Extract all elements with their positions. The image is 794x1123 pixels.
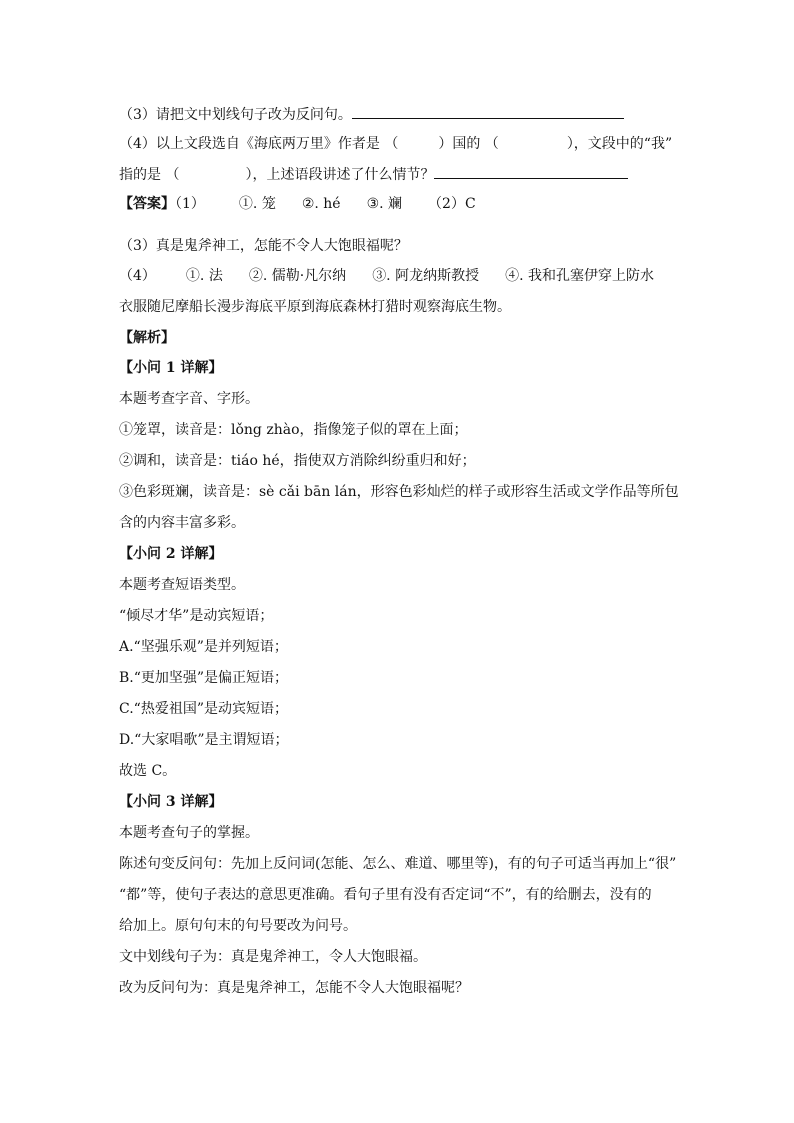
analysis-line: 故选 C。	[119, 763, 177, 779]
analysis-line: 本题考查句子的掌握。	[119, 825, 259, 841]
subquestion-2-heading: 【小问 2 详解】	[119, 546, 223, 562]
answer-blank	[434, 164, 628, 179]
answer-line-4: 衣服随尼摩船长漫步海底平原到海底森林打猎时观察海底生物。	[119, 299, 511, 315]
question-3-text: （3）请把文中划线句子改为反问句。	[119, 107, 352, 123]
analysis-line: “都”等，使句子表达的意思更准确。看句子里有没有否定词“不”，有的给删去，没有的	[119, 887, 652, 903]
answer-line-3	[119, 266, 654, 286]
analysis-line: ①笼罩，读音是：lǒng zhào，指像笼子似的罩在上面；	[119, 422, 468, 438]
analysis-line: 含的内容丰富多彩。	[119, 515, 245, 531]
analysis-line: ③色彩斑斓，读音是：sè cǎi bān lán，形容色彩灿烂的样子或形容生活或文学作品等所包	[119, 484, 679, 500]
analysis-line: 陈述句变反问句：先加上反问词(怎能、怎么、难道、哪里等)，有的句子可适当再加上“很”	[119, 856, 677, 872]
answer-blank	[352, 104, 624, 119]
answer-part: ①. 法	[185, 268, 223, 284]
answer-line-2: （3）真是鬼斧神工，怎能不令人大饱眼福呢？	[119, 238, 408, 254]
answer-part: ①. 笼	[238, 196, 276, 212]
subquestion-3-heading: 【小问 3 详解】	[119, 794, 223, 810]
analysis-line: 本题考查短语类型。	[119, 577, 245, 593]
question-3	[119, 104, 624, 125]
question-4-line-1	[119, 134, 672, 154]
question-4-part-2: ）国的 （	[438, 136, 499, 152]
question-4-part-4: 指的是 （	[119, 167, 180, 183]
analysis-line: C.“热爱祖国”是动宾短语；	[119, 701, 288, 717]
answer-part: （4）	[119, 268, 156, 284]
question-4-part-1: （4）以上文段选自《海底两万里》作者是 （	[119, 136, 399, 152]
answer-part: ④. 我和孔塞伊穿上防水	[505, 268, 654, 284]
analysis-line: ②调和，读音是：tiáo hé，指使双方消除纠纷重归和好；	[119, 453, 476, 469]
question-4-line-2	[119, 164, 628, 185]
analysis-line: 给加上。原句句末的句号要改为问号。	[119, 918, 357, 934]
answer-part: （1）	[175, 196, 205, 212]
analysis-heading: 【解析】	[119, 330, 175, 346]
subquestion-1-heading: 【小问 1 详解】	[119, 360, 223, 376]
analysis-line: D.“大家唱歌”是主谓短语；	[119, 732, 289, 748]
answer-part: ②. hé	[301, 196, 341, 212]
question-4-part-3: ），文段中的“我”	[566, 136, 673, 152]
analysis-line: B.“更加坚强”是偏正短语；	[119, 670, 289, 686]
question-4-part-5: ），上述语段讲述了什么情节？	[245, 167, 435, 183]
answer-part: ③. 阿龙纳斯教授	[372, 268, 480, 284]
analysis-line: A.“坚强乐观”是并列短语；	[119, 639, 288, 655]
answer-label: 【答案】	[119, 196, 175, 212]
analysis-line: 改为反问句为：真是鬼斧神工，怎能不令人大饱眼福呢？	[119, 980, 469, 996]
answer-part: ③. 斓	[366, 196, 403, 212]
answer-part: （2）C	[428, 196, 476, 212]
analysis-line: “倾尽才华”是动宾短语；	[119, 608, 274, 624]
analysis-line: 本题考查字音、字形。	[119, 391, 259, 407]
analysis-line: 文中划线句子为：真是鬼斧神工，令人大饱眼福。	[119, 949, 427, 965]
answer-part: ②. 儒勒·凡尔纳	[248, 268, 347, 284]
answer-line-1	[119, 194, 476, 214]
